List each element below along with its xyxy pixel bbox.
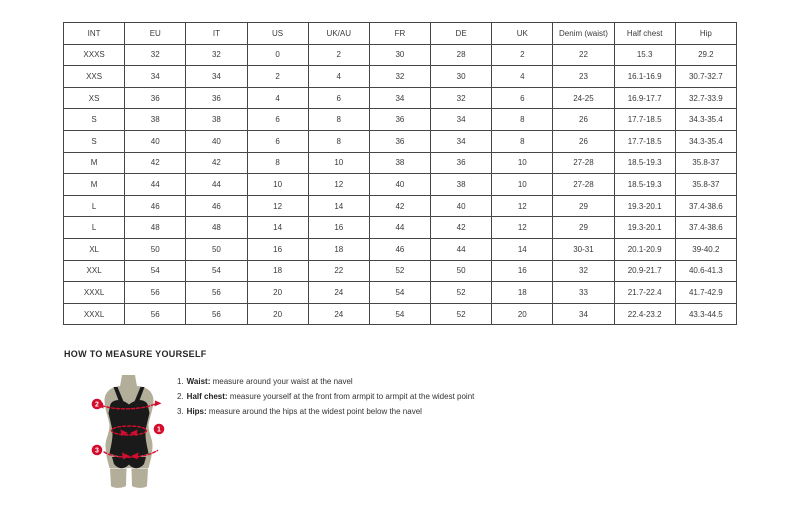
table-row <box>64 238 737 260</box>
measure-step <box>177 404 474 419</box>
table-cell: 34 <box>431 109 492 131</box>
table-cell: 16.9-17.7 <box>614 87 675 109</box>
table-cell: 54 <box>369 303 430 325</box>
table-cell: 52 <box>431 303 492 325</box>
table-cell: 22.4-23.2 <box>614 303 675 325</box>
table-cell: 34 <box>553 303 614 325</box>
step-number: 2. <box>177 392 184 401</box>
table-cell: 10 <box>308 152 369 174</box>
table-cell: 38 <box>125 109 186 131</box>
table-cell: 44 <box>369 217 430 239</box>
table-cell: 23 <box>553 66 614 88</box>
table-cell: 8 <box>492 130 553 152</box>
badge-hips <box>92 445 103 456</box>
table-cell: 18 <box>492 282 553 304</box>
table-cell: 21.7-22.4 <box>614 282 675 304</box>
table-cell: 17.7-18.5 <box>614 109 675 131</box>
measure-step <box>177 389 474 404</box>
step-text: measure yourself at the front from armpit to armpit at the widest point <box>229 392 475 401</box>
table-cell: 30 <box>431 66 492 88</box>
table-row <box>64 195 737 217</box>
table-cell: XS <box>64 87 125 109</box>
table-cell: 18 <box>308 238 369 260</box>
table-cell: 24 <box>308 282 369 304</box>
table-cell: 37.4-38.6 <box>675 217 736 239</box>
table-cell: M <box>64 174 125 196</box>
table-cell: 42 <box>431 217 492 239</box>
table-cell: L <box>64 195 125 217</box>
table-cell: S <box>64 109 125 131</box>
step-text: measure around the hips at the widest point below the navel <box>208 407 422 416</box>
table-cell: XXXS <box>64 44 125 66</box>
table-cell: 19.3-20.1 <box>614 217 675 239</box>
table-cell: 26 <box>553 130 614 152</box>
table-cell: 29 <box>553 217 614 239</box>
table-cell: 36 <box>431 152 492 174</box>
table-cell: 34 <box>369 87 430 109</box>
table-cell: 43.3-44.5 <box>675 303 736 325</box>
chest-arrow-right-icon <box>155 401 162 407</box>
table-row <box>64 303 737 325</box>
size-chart-table <box>63 22 737 325</box>
table-cell: 44 <box>431 238 492 260</box>
table-cell: 22 <box>553 44 614 66</box>
table-cell: 48 <box>125 217 186 239</box>
table-cell: 10 <box>247 174 308 196</box>
table-cell: 35.8-37 <box>675 152 736 174</box>
badge-half-chest <box>92 399 103 410</box>
table-cell: 8 <box>247 152 308 174</box>
table-row <box>64 109 737 131</box>
table-cell: 4 <box>247 87 308 109</box>
mannequin-neck <box>120 375 137 387</box>
table-cell: 32 <box>125 44 186 66</box>
table-row <box>64 130 737 152</box>
table-cell: 44 <box>125 174 186 196</box>
table-cell: 32 <box>369 66 430 88</box>
table-row <box>64 260 737 282</box>
column-header: EU <box>125 23 186 45</box>
table-cell: 24 <box>308 303 369 325</box>
table-cell: 16 <box>247 238 308 260</box>
measure-guide-title: HOW TO MEASURE YOURSELF <box>64 349 207 359</box>
column-header: IT <box>186 23 247 45</box>
table-cell: 27-28 <box>553 174 614 196</box>
table-cell: 26 <box>553 109 614 131</box>
table-cell: 46 <box>186 195 247 217</box>
table-cell: 6 <box>247 130 308 152</box>
column-header: DE <box>431 23 492 45</box>
table-cell: 17.7-18.5 <box>614 130 675 152</box>
table-cell: 18.5-19.3 <box>614 174 675 196</box>
table-cell: 42 <box>186 152 247 174</box>
table-cell: 35.8-37 <box>675 174 736 196</box>
table-cell: L <box>64 217 125 239</box>
measurement-figure <box>78 372 178 496</box>
table-cell: 10 <box>492 152 553 174</box>
table-cell: 42 <box>125 152 186 174</box>
table-cell: S <box>64 130 125 152</box>
table-cell: 20 <box>247 303 308 325</box>
table-cell: 52 <box>369 260 430 282</box>
column-header: INT <box>64 23 125 45</box>
table-row <box>64 44 737 66</box>
table-cell: 29 <box>553 195 614 217</box>
table-cell: 54 <box>125 260 186 282</box>
table-cell: 48 <box>186 217 247 239</box>
table-cell: 38 <box>369 152 430 174</box>
table-cell: XXXL <box>64 303 125 325</box>
table-cell: 6 <box>308 87 369 109</box>
table-cell: 2 <box>492 44 553 66</box>
table-cell: 30 <box>369 44 430 66</box>
column-header: Half chest <box>614 23 675 45</box>
table-row <box>64 87 737 109</box>
table-cell: 16 <box>492 260 553 282</box>
table-cell: 32.7-33.9 <box>675 87 736 109</box>
table-cell: 33 <box>553 282 614 304</box>
table-cell: XXL <box>64 260 125 282</box>
table-cell: 4 <box>492 66 553 88</box>
table-cell: 34 <box>125 66 186 88</box>
mannequin-right-leg <box>132 469 149 488</box>
table-cell: 41.7-42.9 <box>675 282 736 304</box>
mannequin-illustration <box>78 372 178 496</box>
table-cell: 50 <box>431 260 492 282</box>
table-cell: 34 <box>186 66 247 88</box>
table-cell: 52 <box>431 282 492 304</box>
table-cell: 12 <box>247 195 308 217</box>
table-cell: 24-25 <box>553 87 614 109</box>
badge-waist-number: 1 <box>157 426 161 434</box>
table-cell: 36 <box>369 109 430 131</box>
table-cell: XXS <box>64 66 125 88</box>
table-row <box>64 66 737 88</box>
table-cell: 15.3 <box>614 44 675 66</box>
table-row <box>64 217 737 239</box>
badge-half-chest-number: 2 <box>95 401 99 409</box>
table-cell: 2 <box>247 66 308 88</box>
table-cell: 56 <box>125 303 186 325</box>
step-label: Hips: <box>186 407 207 416</box>
column-header: UK/AU <box>308 23 369 45</box>
table-cell: 38 <box>186 109 247 131</box>
badge-hips-number: 3 <box>95 447 99 455</box>
table-cell: 14 <box>492 238 553 260</box>
table-cell: 40.6-41.3 <box>675 260 736 282</box>
table-cell: 36 <box>369 130 430 152</box>
table-cell: 40 <box>125 130 186 152</box>
table-cell: 12 <box>492 195 553 217</box>
table-cell: 44 <box>186 174 247 196</box>
table-cell: 19.3-20.1 <box>614 195 675 217</box>
table-cell: 30.7-32.7 <box>675 66 736 88</box>
table-cell: 27-28 <box>553 152 614 174</box>
table-cell: 8 <box>308 109 369 131</box>
table-row <box>64 282 737 304</box>
table-cell: 0 <box>247 44 308 66</box>
table-cell: 56 <box>186 282 247 304</box>
step-label: Half chest: <box>186 392 228 401</box>
table-cell: 54 <box>186 260 247 282</box>
table-cell: 40 <box>369 174 430 196</box>
table-cell: 32 <box>431 87 492 109</box>
table-row <box>64 152 737 174</box>
step-text: measure around your waist at the navel <box>212 377 353 386</box>
table-cell: 4 <box>308 66 369 88</box>
table-cell: 40 <box>186 130 247 152</box>
column-header: FR <box>369 23 430 45</box>
table-cell: XL <box>64 238 125 260</box>
table-cell: 50 <box>186 238 247 260</box>
table-cell: 28 <box>431 44 492 66</box>
table-cell: 14 <box>308 195 369 217</box>
table-cell: XXXL <box>64 282 125 304</box>
table-cell: 38 <box>431 174 492 196</box>
table-cell: 32 <box>186 44 247 66</box>
table-row <box>64 174 737 196</box>
table-cell: 32 <box>553 260 614 282</box>
table-cell: M <box>64 152 125 174</box>
table-cell: 18.5-19.3 <box>614 152 675 174</box>
table-cell: 10 <box>492 174 553 196</box>
table-cell: 34.3-35.4 <box>675 130 736 152</box>
table-cell: 50 <box>125 238 186 260</box>
table-cell: 22 <box>308 260 369 282</box>
table-cell: 6 <box>492 87 553 109</box>
table-cell: 39-40.2 <box>675 238 736 260</box>
measure-steps-list <box>177 374 474 419</box>
table-cell: 34.3-35.4 <box>675 109 736 131</box>
table-cell: 8 <box>492 109 553 131</box>
table-cell: 56 <box>125 282 186 304</box>
badge-waist <box>154 424 165 435</box>
table-cell: 6 <box>247 109 308 131</box>
table-cell: 20.9-21.7 <box>614 260 675 282</box>
table-cell: 29.2 <box>675 44 736 66</box>
table-cell: 12 <box>492 217 553 239</box>
table-cell: 18 <box>247 260 308 282</box>
column-header: UK <box>492 23 553 45</box>
table-cell: 42 <box>369 195 430 217</box>
table-cell: 36 <box>186 87 247 109</box>
column-header: US <box>247 23 308 45</box>
table-cell: 2 <box>308 44 369 66</box>
table-cell: 34 <box>431 130 492 152</box>
table-cell: 46 <box>125 195 186 217</box>
table-cell: 30-31 <box>553 238 614 260</box>
table-cell: 37.4-38.6 <box>675 195 736 217</box>
table-cell: 16.1-16.9 <box>614 66 675 88</box>
mannequin-left-leg <box>110 469 127 488</box>
table-cell: 20 <box>492 303 553 325</box>
table-cell: 12 <box>308 174 369 196</box>
column-header: Denim (waist) <box>553 23 614 45</box>
table-cell: 16 <box>308 217 369 239</box>
table-cell: 20 <box>247 282 308 304</box>
table-cell: 20.1-20.9 <box>614 238 675 260</box>
table-cell: 36 <box>125 87 186 109</box>
step-number: 3. <box>177 407 184 416</box>
table-cell: 56 <box>186 303 247 325</box>
step-label: Waist: <box>186 377 211 386</box>
column-header: Hip <box>675 23 736 45</box>
table-cell: 14 <box>247 217 308 239</box>
step-number: 1. <box>177 377 184 386</box>
measure-step <box>177 374 474 389</box>
table-cell: 46 <box>369 238 430 260</box>
table-cell: 54 <box>369 282 430 304</box>
table-header-row <box>64 23 737 45</box>
table-cell: 8 <box>308 130 369 152</box>
table-cell: 40 <box>431 195 492 217</box>
